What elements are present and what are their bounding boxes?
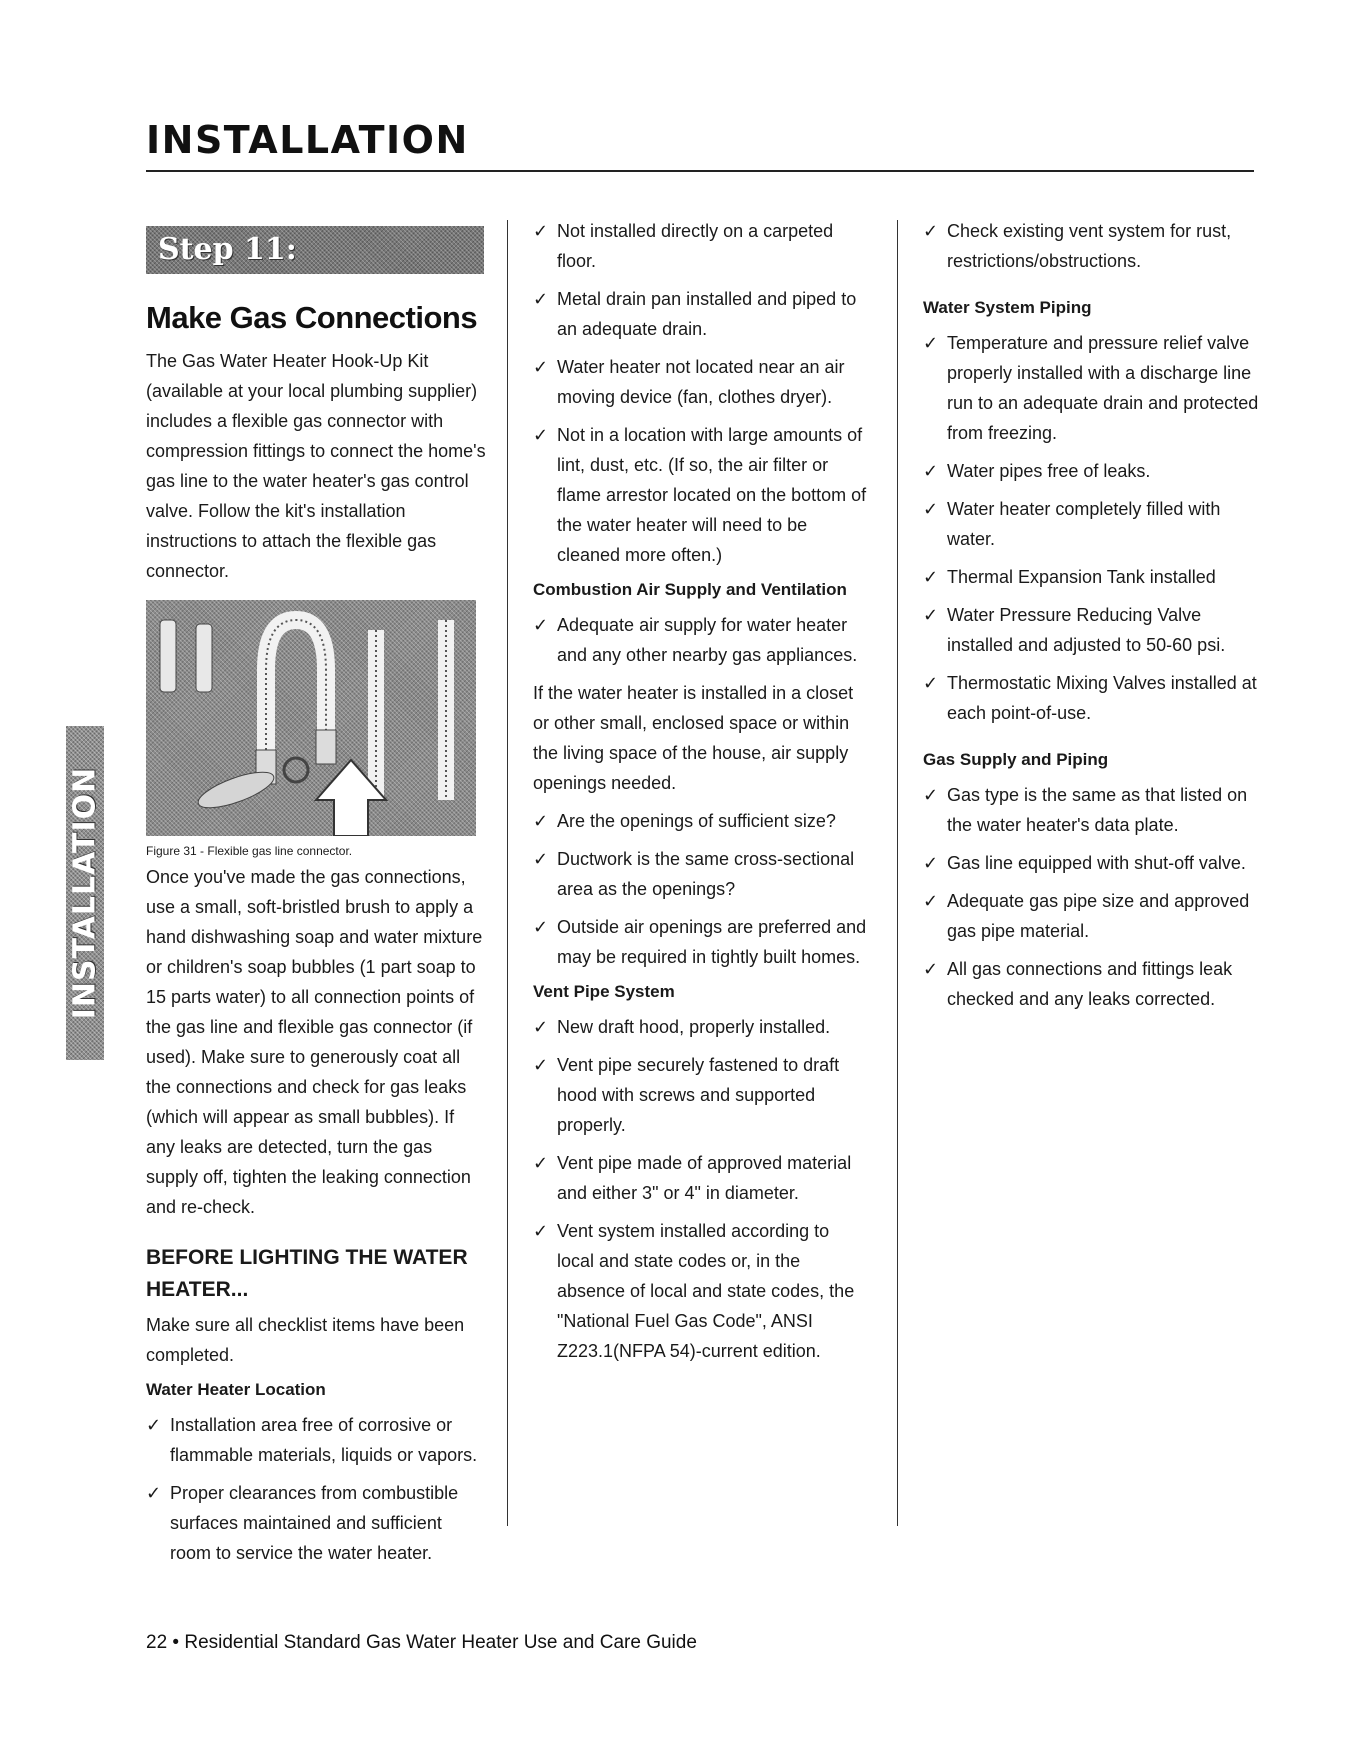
- list-item: ✓ Not installed directly on a carpeted floor.: [533, 216, 871, 276]
- figure-caption: Figure 31 - Flexible gas line connector.: [146, 844, 353, 858]
- list-item: ✓ Temperature and pressure relief valve properly installed with a discharge line run to an adequate drain and protected from freezing.: [923, 328, 1263, 448]
- water-heater-location-list: [146, 1410, 486, 1568]
- gas-supply-list: [923, 780, 1263, 1014]
- side-tab: [66, 726, 104, 1060]
- check-icon: ✓: [146, 1415, 162, 1435]
- check-icon: ✓: [923, 959, 939, 979]
- list-item: ✓ Check existing vent system for rust, restrictions/obstructions.: [923, 216, 1263, 276]
- vent-pipe-list-continued: [923, 216, 1263, 276]
- column-divider: [897, 220, 898, 1526]
- list-item: ✓ Gas line equipped with shut-off valve.: [923, 848, 1263, 878]
- check-icon: ✓: [923, 333, 939, 353]
- check-icon: ✓: [923, 567, 939, 587]
- water-heater-location-heading: Water Heater Location: [146, 1380, 326, 1399]
- list-item: ✓ Installation area free of corrosive or flammable materials, liquids or vapors.: [146, 1410, 486, 1470]
- check-icon: ✓: [146, 1483, 162, 1503]
- check-icon: ✓: [533, 221, 549, 241]
- water-system-list: [923, 328, 1263, 728]
- section-heading: Make Gas Connections: [146, 300, 478, 335]
- check-icon: ✓: [533, 849, 549, 869]
- list-item: ✓ Gas type is the same as that listed on the water heater's data plate.: [923, 780, 1263, 840]
- list-item: ✓ Water heater not located near an air moving device (fan, clothes dryer).: [533, 352, 871, 412]
- check-icon: ✓: [533, 357, 549, 377]
- page-footer: 22 • Residential Standard Gas Water Heater Use and Care Guide: [146, 1632, 697, 1653]
- combustion-air-heading: Combustion Air Supply and Ventilation: [533, 580, 847, 599]
- list-item: ✓ Vent system installed according to local and state codes or, in the absence of local and state codes, the "National Fuel Gas Code", ANSI Z223.1(NFPA 54)-current edition.: [533, 1216, 871, 1366]
- check-icon: ✓: [533, 1017, 549, 1037]
- check-icon: ✓: [923, 853, 939, 873]
- water-system-heading: Water System Piping: [923, 298, 1092, 317]
- check-icon: ✓: [533, 811, 549, 831]
- combustion-air-list-2: [533, 806, 871, 972]
- list-item: ✓ Ductwork is the same cross-sectional area as the openings?: [533, 844, 871, 904]
- list-item: ✓ Adequate gas pipe size and approved gas pipe material.: [923, 886, 1263, 946]
- list-item: ✓ Water heater completely filled with water.: [923, 494, 1263, 554]
- check-icon: ✓: [923, 785, 939, 805]
- list-item: ✓ Thermal Expansion Tank installed: [923, 562, 1263, 592]
- list-item: ✓ Are the openings of sufficient size?: [533, 806, 871, 836]
- list-item: ✓ Thermostatic Mixing Valves installed at each point-of-use.: [923, 668, 1263, 728]
- list-item: ✓ Water Pressure Reducing Valve installed and adjusted to 50-60 psi.: [923, 600, 1263, 660]
- side-tab-label: INSTALLATION: [67, 766, 103, 1020]
- leak-check-paragraph: Once you've made the gas connections, use a small, soft-bristled brush to apply a hand dishwashing soap and water mixture or children's soap bubbles (1 part soap to 15 parts water) to all connection points of the gas line and flexible gas connector (if used). Make sure to generously coat all the connections and check for gas leaks (which will appear as small bubbles). If any leaks are detected, turn the gas supply off, tighten the leaking connection and re-check.: [146, 867, 483, 1217]
- column-divider: [507, 220, 508, 1526]
- check-icon: ✓: [923, 499, 939, 519]
- list-item: ✓ New draft hood, properly installed.: [533, 1012, 871, 1042]
- gas-supply-heading: Gas Supply and Piping: [923, 750, 1109, 769]
- check-icon: ✓: [923, 673, 939, 693]
- check-icon: ✓: [533, 1055, 549, 1075]
- check-icon: ✓: [923, 221, 939, 241]
- check-icon: ✓: [923, 605, 939, 625]
- column-1: [146, 214, 486, 1576]
- check-icon: ✓: [533, 1221, 549, 1241]
- combustion-air-note: If the water heater is installed in a closet or other small, enclosed space or within the living space of the house, air supply openings needed.: [533, 683, 854, 793]
- list-item: ✓ All gas connections and fittings leak checked and any leaks corrected.: [923, 954, 1263, 1014]
- list-item: ✓ Water pipes free of leaks.: [923, 456, 1263, 486]
- title-rule: [146, 170, 1254, 172]
- check-icon: ✓: [533, 917, 549, 937]
- gas-connector-illustration: [146, 600, 476, 836]
- gas-connector-photo: [146, 600, 476, 836]
- step-banner: Step 11:: [146, 226, 484, 274]
- check-icon: ✓: [533, 425, 549, 445]
- check-icon: ✓: [923, 461, 939, 481]
- list-item: ✓ Adequate air supply for water heater and any other nearby gas appliances.: [533, 610, 871, 670]
- list-item: ✓ Not in a location with large amounts of lint, dust, etc. (If so, the air filter or flame arrestor located on the bottom of the water heater will need to be cleaned more often.): [533, 420, 871, 570]
- check-icon: ✓: [533, 289, 549, 309]
- check-icon: ✓: [923, 891, 939, 911]
- list-item: ✓ Vent pipe made of approved material and either 3" or 4" in diameter.: [533, 1148, 871, 1208]
- column-2: [533, 216, 871, 1374]
- combustion-air-list: [533, 610, 871, 670]
- list-item: ✓ Metal drain pan installed and piped to an adequate drain.: [533, 284, 871, 344]
- vent-pipe-heading: Vent Pipe System: [533, 982, 675, 1001]
- list-item: ✓ Outside air openings are preferred and may be required in tightly built homes.: [533, 912, 871, 972]
- before-lighting-heading: BEFORE LIGHTING THE WATER HEATER...: [146, 1246, 468, 1301]
- list-item: ✓ Vent pipe securely fastened to draft hood with screws and supported properly.: [533, 1050, 871, 1140]
- intro-paragraph: The Gas Water Heater Hook-Up Kit (available at your local plumbing supplier) includes a flexible gas connector with compression fittings to connect the home's gas line to the water heater's gas control valve. Follow the kit's installation instructions to attach the flexible gas connector.: [146, 351, 486, 581]
- check-icon: ✓: [533, 1153, 549, 1173]
- water-heater-location-list-continued: [533, 216, 871, 570]
- page-title: INSTALLATION: [146, 118, 469, 162]
- list-item: ✓ Proper clearances from combustible surfaces maintained and sufficient room to service the water heater.: [146, 1478, 486, 1568]
- vent-pipe-list: [533, 1012, 871, 1366]
- check-icon: ✓: [533, 615, 549, 635]
- column-3: [923, 216, 1263, 1022]
- before-lighting-text: Make sure all checklist items have been completed.: [146, 1315, 465, 1365]
